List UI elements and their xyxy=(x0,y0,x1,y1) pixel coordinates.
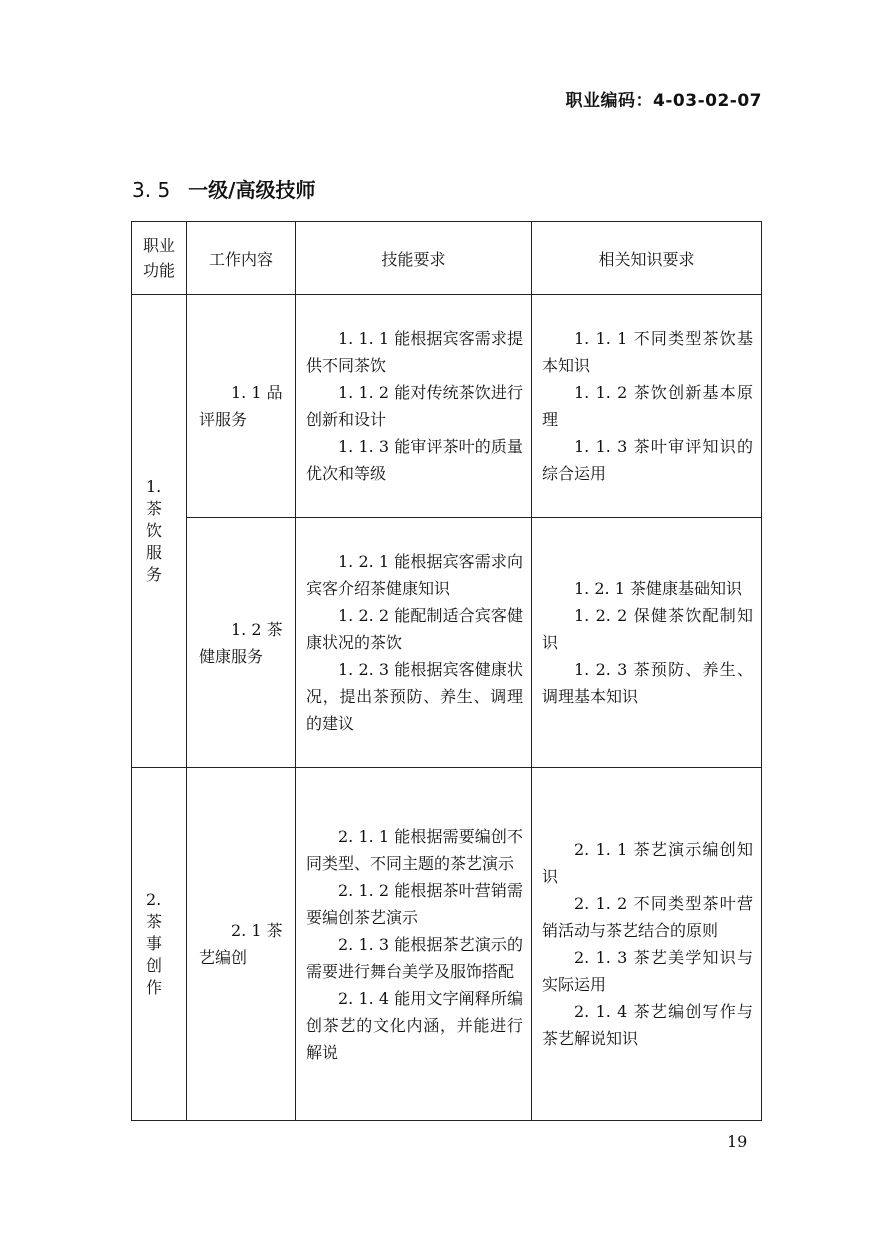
work-content-cell xyxy=(187,295,296,518)
knowledge-cell xyxy=(532,768,762,1121)
occupation-code: 职业编码：4-03-02-07 xyxy=(565,91,762,111)
knowledge-item: 2. 1. 1 茶艺演示编创知识 xyxy=(542,840,753,886)
knowledge-item: 1. 1. 3 茶叶审评知识的综合运用 xyxy=(542,437,753,483)
function-cell-1 xyxy=(132,295,187,768)
work-content-text: 1. 1 品评服务 xyxy=(199,383,283,429)
knowledge-cell xyxy=(532,295,762,518)
knowledge-item: 2. 1. 2 不同类型茶叶营销活动与茶艺结合的原则 xyxy=(542,894,753,940)
function-label-1: 1. 茶 饮 服 务 xyxy=(146,477,163,584)
skill-item: 2. 1. 4 能用文字阐释所编创茶艺的文化内涵，并能进行解说 xyxy=(306,988,523,1062)
section-number: 3. 5 xyxy=(132,178,171,202)
section-title: 一级/高级技师 xyxy=(188,178,316,202)
table-header-row xyxy=(132,222,762,295)
table-row xyxy=(132,295,762,518)
knowledge-item: 1. 1. 2 茶饮创新基本原理 xyxy=(542,383,753,429)
skill-item: 1. 2. 2 能配制适合宾客健康状况的茶饮 xyxy=(306,606,523,652)
knowledge-cell xyxy=(532,518,762,768)
skill-item: 1. 1. 1 能根据宾客需求提供不同茶饮 xyxy=(306,329,523,375)
knowledge-item: 2. 1. 3 茶艺美学知识与实际运用 xyxy=(542,948,753,994)
knowledge-item: 2. 1. 4 茶艺编创写作与茶艺解说知识 xyxy=(542,1002,753,1048)
function-cell-2 xyxy=(132,768,187,1121)
table-row xyxy=(132,768,762,1121)
header-knowledge: 相关知识要求 xyxy=(532,222,762,295)
skill-item: 1. 1. 3 能审评茶叶的质量优次和等级 xyxy=(306,437,523,483)
skill-item: 2. 1. 3 能根据茶艺演示的需要进行舞台美学及服饰搭配 xyxy=(306,934,523,981)
skill-item: 2. 1. 1 能根据需要编创不同类型、不同主题的茶艺演示 xyxy=(306,826,523,873)
work-content-text: 2. 1 茶艺编创 xyxy=(199,921,283,967)
section-heading xyxy=(132,174,315,203)
skill-item: 1. 1. 2 能对传统茶饮进行创新和设计 xyxy=(306,383,523,429)
work-content-text: 1. 2 茶健康服务 xyxy=(199,619,283,666)
work-content-cell xyxy=(187,518,296,768)
skill-item: 1. 2. 3 能根据宾客健康状况，提出茶预防、养生、调理的建议 xyxy=(306,660,523,733)
skill-item: 1. 2. 1 能根据宾客需求向宾客介绍茶健康知识 xyxy=(306,552,523,598)
knowledge-item: 1. 1. 1 不同类型茶饮基本知识 xyxy=(542,329,753,375)
knowledge-item: 1. 2. 3 茶预防、养生、调理基本知识 xyxy=(542,660,753,706)
header-skills: 技能要求 xyxy=(296,222,532,295)
header-function-label: 职业 功能 xyxy=(142,236,175,280)
skill-item: 2. 1. 2 能根据茶叶营销需要编创茶艺演示 xyxy=(306,880,523,927)
work-content-cell xyxy=(187,768,296,1121)
page-number: 19 xyxy=(727,1132,748,1151)
header-function xyxy=(132,222,187,295)
knowledge-item: 1. 2. 2 保健茶饮配制知识 xyxy=(542,606,753,652)
function-label-2: 2. 茶 事 创 作 xyxy=(146,890,163,997)
table-row xyxy=(132,518,762,768)
header-content: 工作内容 xyxy=(187,222,296,295)
knowledge-item: 1. 2. 1 茶健康基础知识 xyxy=(574,579,742,598)
skills-cell xyxy=(296,295,532,518)
skills-cell xyxy=(296,518,532,768)
requirements-table-container xyxy=(131,221,761,1121)
skills-cell xyxy=(296,768,532,1121)
requirements-table xyxy=(131,221,762,1121)
